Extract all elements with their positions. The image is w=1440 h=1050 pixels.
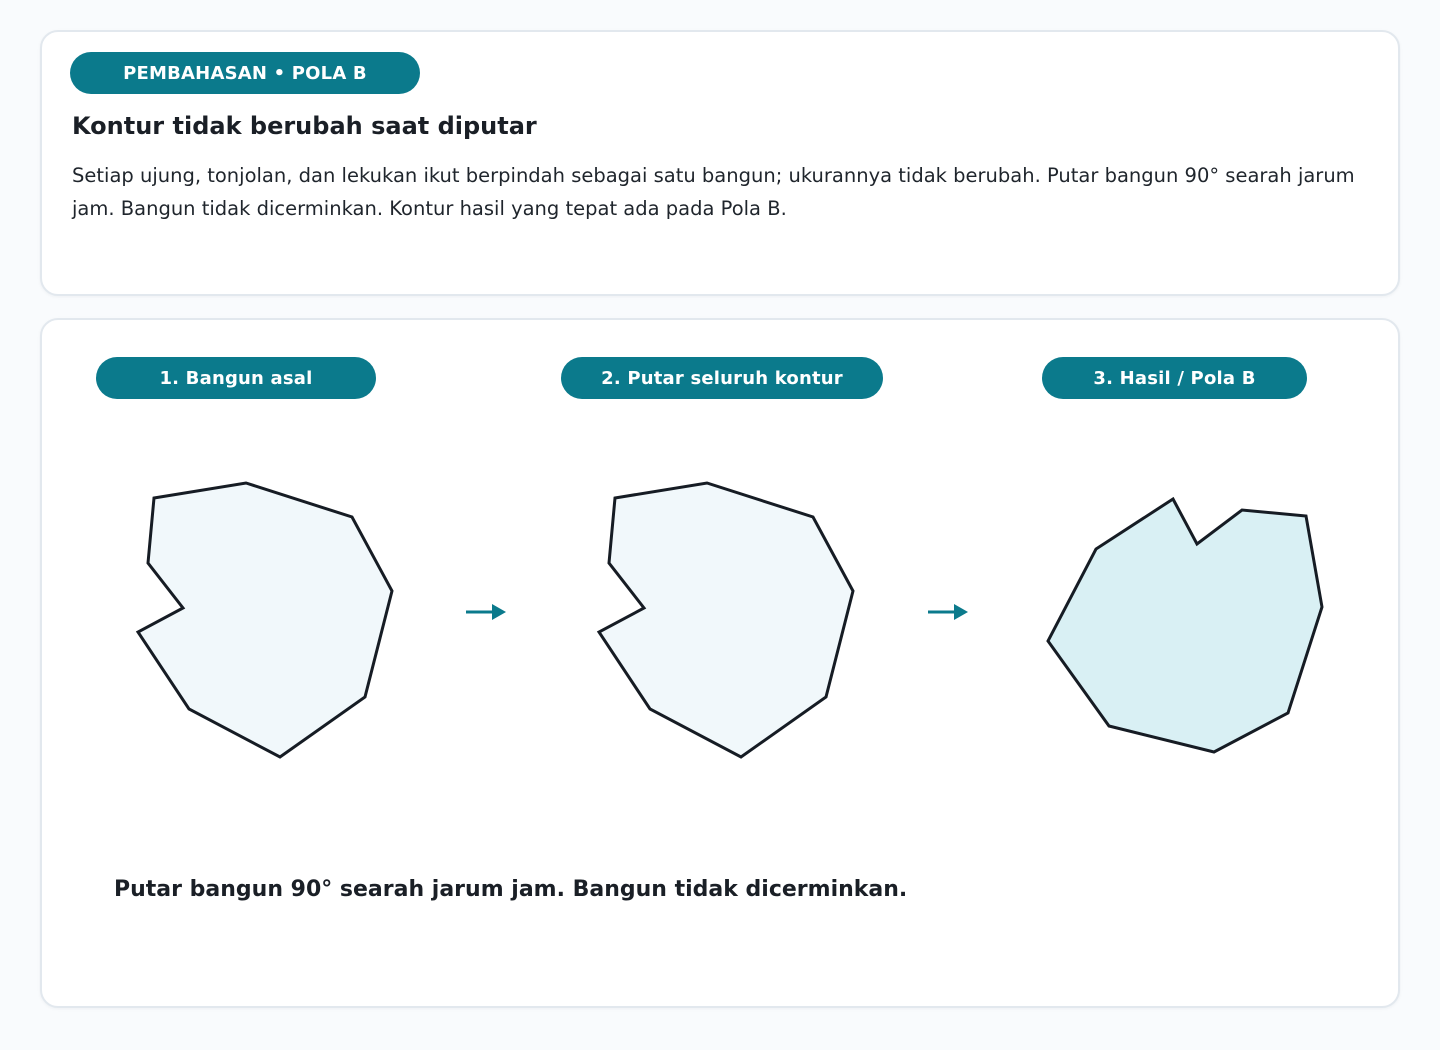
explanation-card	[40, 30, 1400, 296]
diagram-card	[40, 318, 1400, 1008]
section-badge: PEMBAHASAN • POLA B	[70, 52, 420, 94]
page-description: Setiap ujung, tonjolan, dan lekukan ikut berpindah sebagai satu bangun; ukurannya tidak berubah. Putar bangun 90° searah jarum jam. Bangun tidak dicerminkan. Kontur hasil yang tepat ada pada Pola B.	[72, 164, 1355, 220]
original-shape	[138, 483, 392, 757]
step-label-rotate: 2. Putar seluruh kontur	[561, 357, 883, 399]
result-shape	[1048, 499, 1322, 752]
step-label-result: 3. Hasil / Pola B	[1042, 357, 1307, 399]
diagram-caption: Putar bangun 90° searah jarum jam. Bangun tidak dicerminkan.	[114, 877, 908, 902]
arrow-right-icon	[928, 604, 968, 620]
step-label-original: 1. Bangun asal	[96, 357, 376, 399]
arrow-right-icon	[466, 604, 506, 620]
page-title: Kontur tidak berubah saat diputar	[72, 112, 537, 140]
rotation-diagram	[42, 320, 1398, 1006]
rotated-outline-shape	[599, 483, 853, 757]
